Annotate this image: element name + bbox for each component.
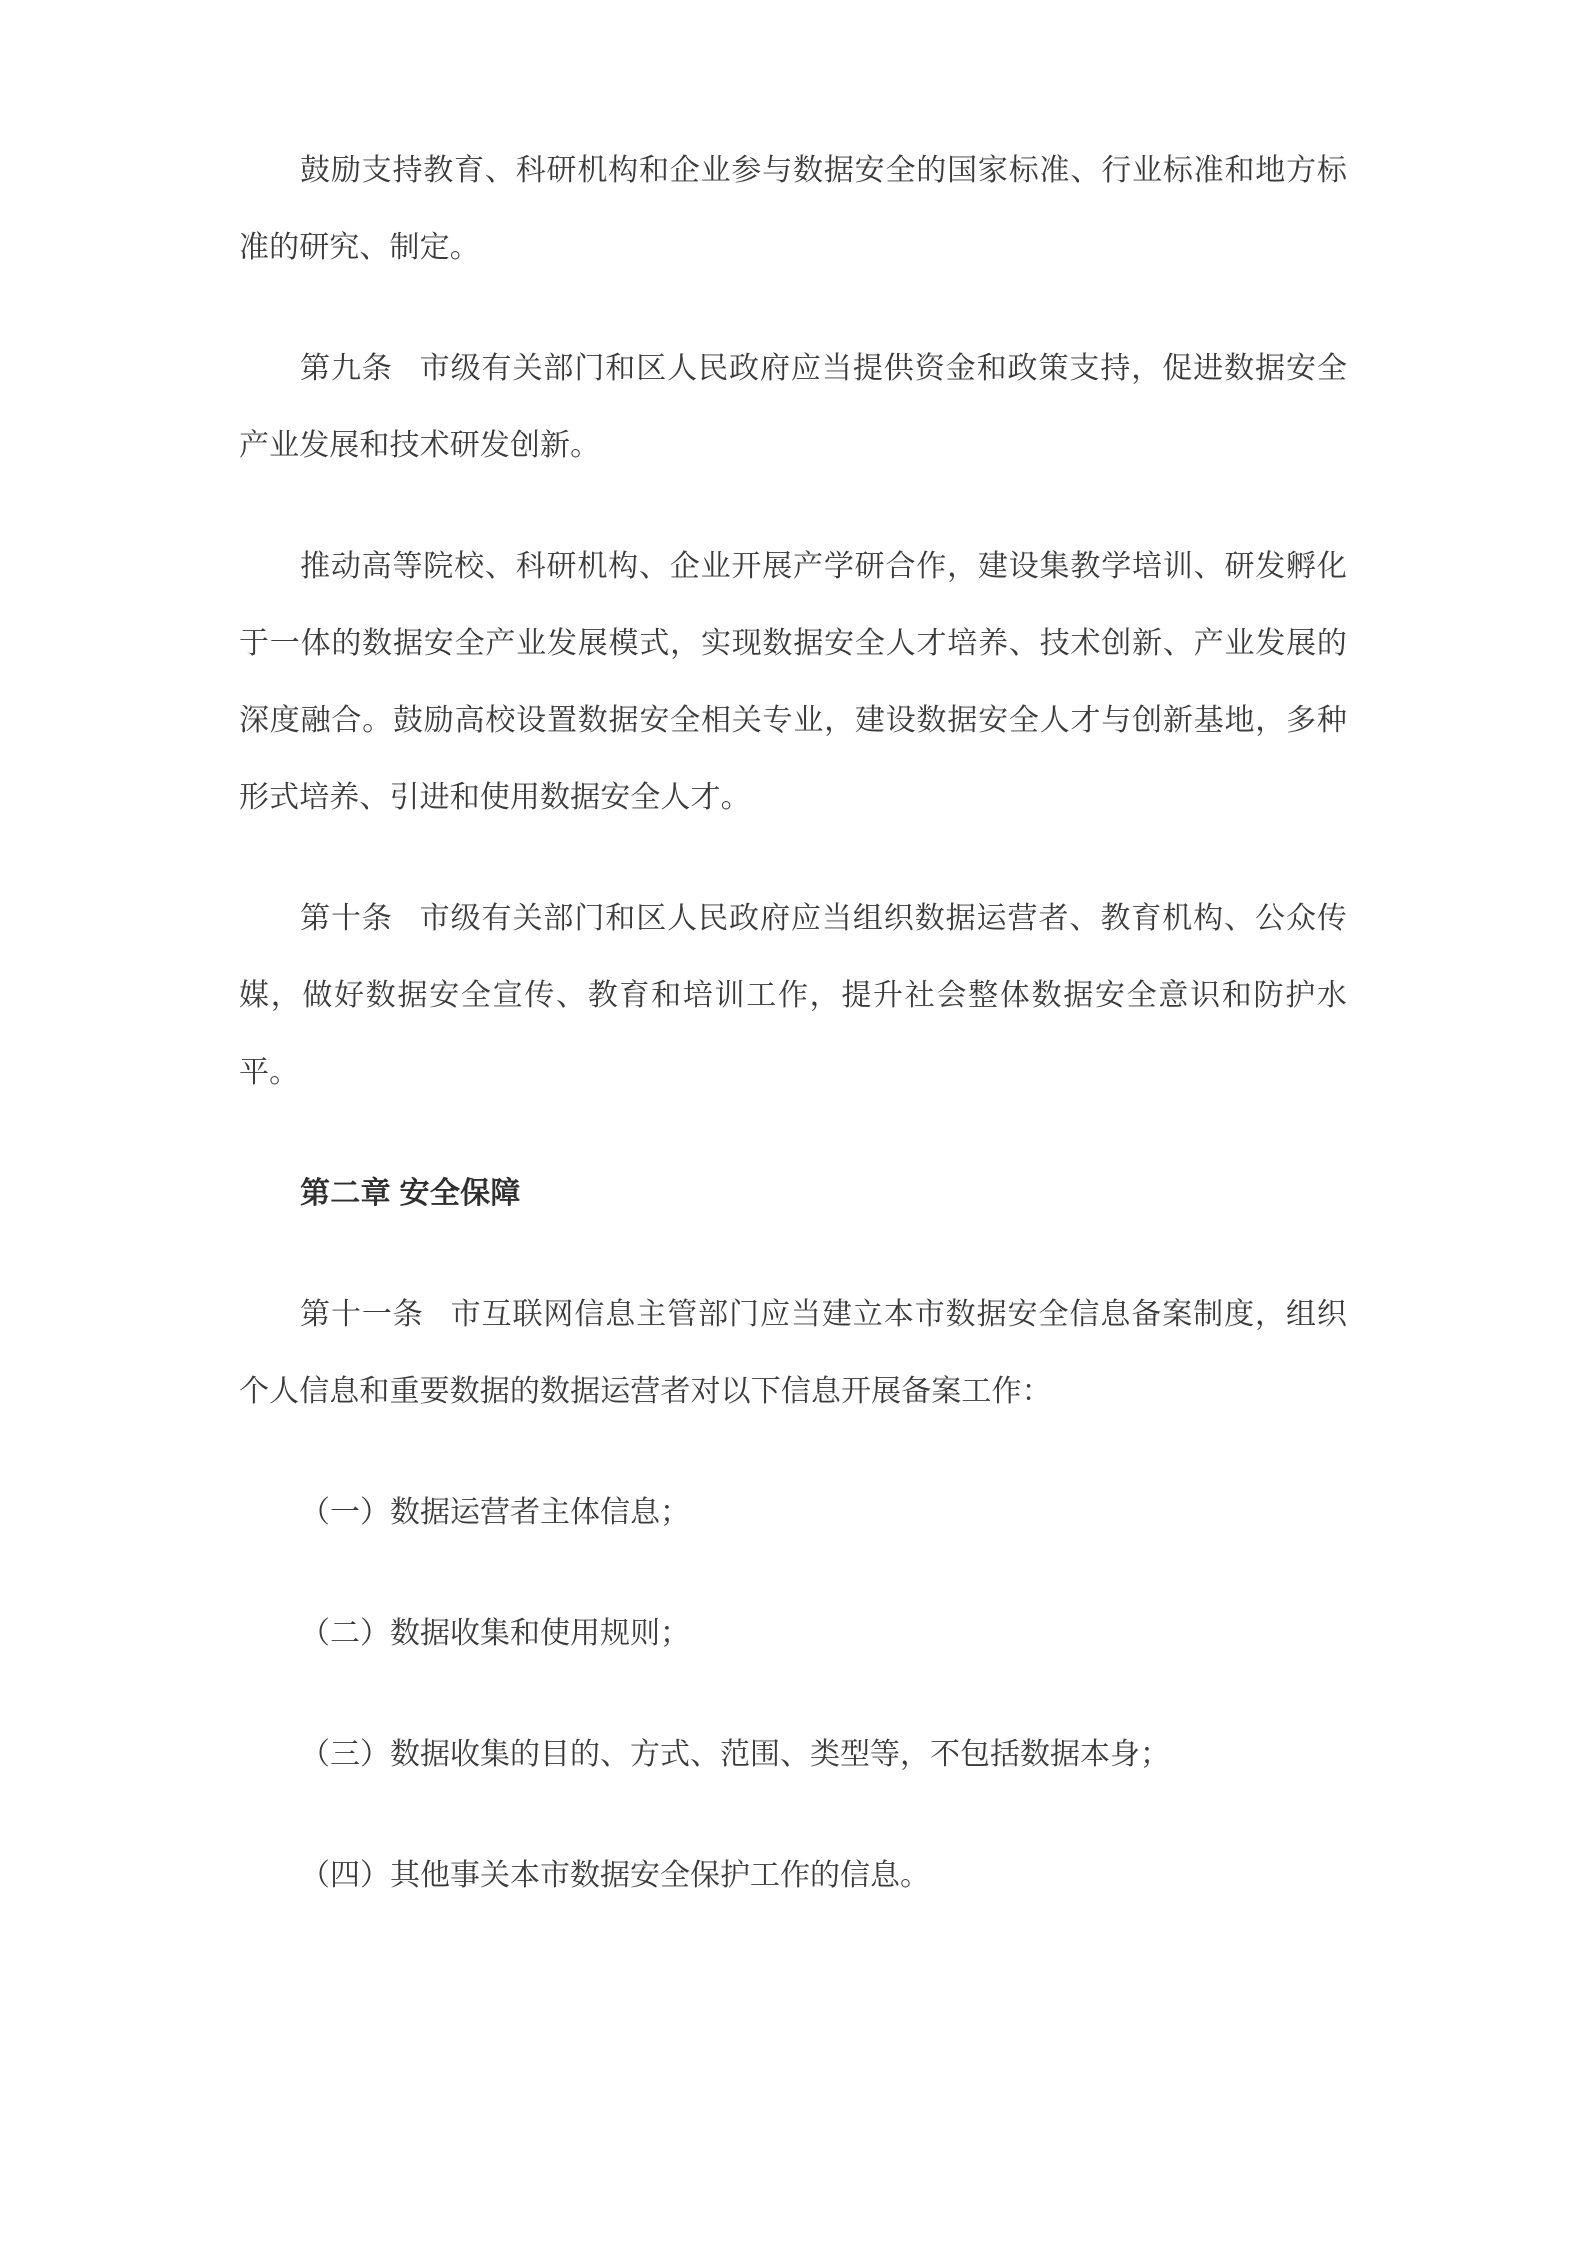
list-item [239,1595,1347,1672]
article-number: 第十条 [300,902,393,935]
article-body: 市互联网信息主管部门应当建立本市数据安全信息备案制度，组织个人信息和重要数据的数据运营者对以下信息开展备案工作： [239,1298,1347,1408]
list-item-marker: （三） [300,1738,390,1771]
chapter-heading-two: 第二章 安全保障 [300,1177,521,1210]
list-item [239,1716,1347,1793]
list-item-text: 数据收集的目的、方式、范围、类型等，不包括数据本身； [390,1738,1170,1771]
document-content [239,132,1347,1914]
article-ten [239,880,1347,1111]
list-item-marker: （一） [300,1496,390,1529]
article-number: 第十一条 [300,1298,424,1331]
list-item-marker: （四） [300,1859,390,1892]
list-item-text: 其他事关本市数据安全保护工作的信息。 [390,1859,930,1892]
article-number: 第九条 [300,352,393,385]
article-nine [239,330,1347,484]
list-item-text: 数据收集和使用规则； [390,1617,690,1650]
list-item [239,1837,1347,1914]
paragraph-industry-education: 推动高等院校、科研机构、企业开展产学研合作，建设集教学培训、研发孵化于一体的数据安全产业发展模式，实现数据安全人才培养、技术创新、产业发展的深度融合。鼓励高校设置数据安全相关专业，建设数据安全人才与创新基地，多种形式培养、引进和使用数据安全人才。 [239,550,1347,814]
article-body: 市级有关部门和区人民政府应当提供资金和政策支持，促进数据安全产业发展和技术研发创新。 [239,352,1347,462]
article-eleven [239,1276,1347,1430]
list-item-marker: （二） [300,1617,390,1650]
article-body: 市级有关部门和区人民政府应当组织数据运营者、教育机构、公众传媒，做好数据安全宣传、教育和培训工作，提升社会整体数据安全意识和防护水平。 [239,902,1347,1089]
paragraph-standards: 鼓励支持教育、科研机构和企业参与数据安全的国家标准、行业标准和地方标准的研究、制定。 [239,154,1347,264]
list-item [239,1474,1347,1551]
list-item-text: 数据运营者主体信息； [390,1496,690,1529]
